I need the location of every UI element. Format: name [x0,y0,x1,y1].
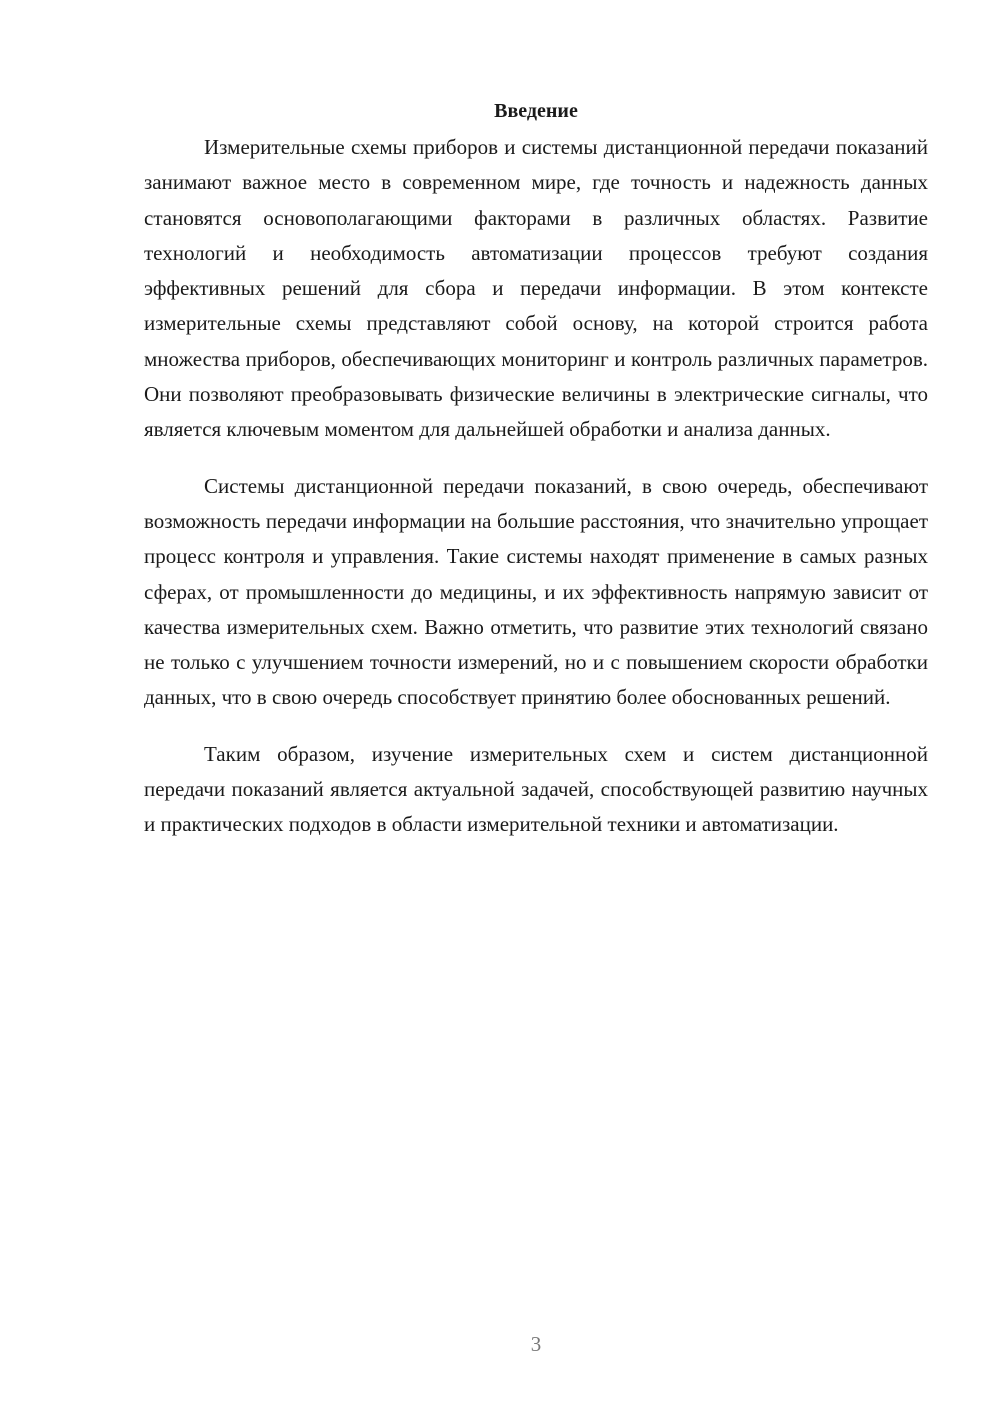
paragraph-3: Таким образом, изучение измерительных схем и систем дистанционной передачи показаний является актуальной задачей, способствующей развитию научных и практических подходов в области измерительной техники и автоматизации. [144,741,928,837]
paragraph-1: Измерительные схемы приборов и системы дистанционной передачи показаний занимают важное место в современном мире, где точность и надежность данных становятся основополагающими факторами в различных областях. Развитие технологий и необходимость автоматизации процессов требуют создания эффективных решений для сбора и передачи информации. В этом контексте измерительные схемы представляют собой основу, на которой строится работа множества приборов, обеспечивающих мониторинг и контроль различных параметров. Они позволяют преобразовывать физические величины в электрические сигналы, что является ключевым моментом для дальнейшей обработки и анализа данных. [144,135,928,442]
page-number: 3 [530,1332,542,1356]
section-title: Введение [494,100,578,122]
document-body [144,96,928,843]
paragraph-2: Системы дистанционной передачи показаний, в свою очередь, обеспечивают возможность передачи информации на большие расстояния, что значительно упрощает процесс контроля и управления. Такие системы находят применение в самых разных сферах, от промышленности до медицины, и их эффективность напрямую зависит от качества измерительных схем. Важно отметить, что развитие этих технологий связано не только с улучшением точности измерений, но и с повышением скорости обработки данных, что в свою очередь способствует принятию более обоснованных решений. [144,473,928,710]
